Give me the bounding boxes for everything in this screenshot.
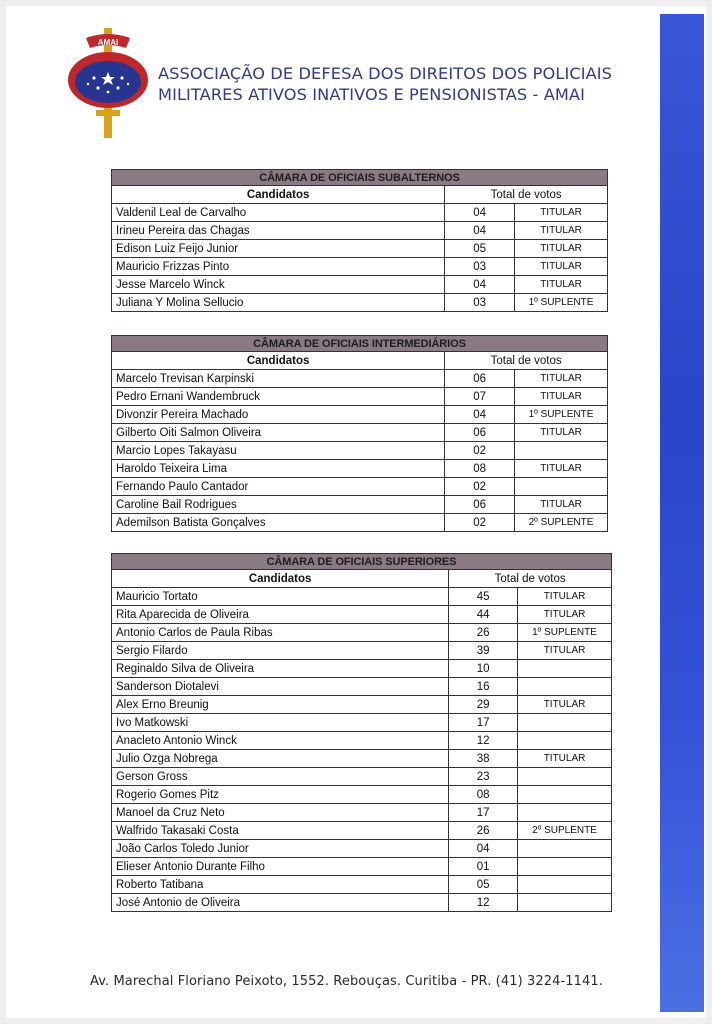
candidate-status: 1º SUPLENTE: [515, 406, 608, 424]
candidate-status: TITULAR: [515, 496, 608, 514]
table-band-row: [112, 554, 612, 570]
table-row: [112, 732, 612, 750]
candidate-name: Ademilson Batista Gonçalves: [112, 514, 445, 532]
vote-count: 26: [449, 624, 518, 642]
candidate-status: [518, 660, 612, 678]
candidate-status: [518, 840, 612, 858]
candidate-status: TITULAR: [515, 370, 608, 388]
candidate-name: Gilberto Oiti Salmon Oliveira: [112, 424, 445, 442]
table-superiores: [111, 553, 612, 912]
vote-count: 38: [449, 750, 518, 768]
table-row: [112, 204, 608, 222]
vote-count: 02: [445, 442, 515, 460]
candidate-status: TITULAR: [515, 204, 608, 222]
table-title: CÂMARA DE OFICIAIS INTERMEDIÁRIOS: [112, 336, 608, 352]
table-row: [112, 240, 608, 258]
table-row: [112, 388, 608, 406]
table-subalternos: [111, 169, 608, 312]
vote-count: 06: [445, 496, 515, 514]
vote-count: 39: [449, 642, 518, 660]
candidate-status: TITULAR: [518, 606, 612, 624]
candidate-status: TITULAR: [518, 696, 612, 714]
vote-count: 01: [449, 858, 518, 876]
candidate-name: Haroldo Teixeira Lima: [112, 460, 445, 478]
candidate-name: Divonzir Pereira Machado: [112, 406, 445, 424]
candidate-name: Mauricio Frizzas Pinto: [112, 258, 445, 276]
table-row: [112, 804, 612, 822]
vote-count: 44: [449, 606, 518, 624]
candidate-status: 2º SUPLENTE: [515, 514, 608, 532]
candidate-name: Rogerio Gomes Pitz: [112, 786, 449, 804]
column-header-votes: Total de votos: [445, 186, 608, 204]
vote-count: 08: [445, 460, 515, 478]
candidate-name: Manoel da Cruz Neto: [112, 804, 449, 822]
table-row: [112, 606, 612, 624]
table-band-row: [112, 170, 608, 186]
candidate-name: João Carlos Toledo Junior: [112, 840, 449, 858]
table-row: [112, 588, 612, 606]
candidate-status: TITULAR: [515, 276, 608, 294]
vote-count: 04: [445, 222, 515, 240]
vote-count: 26: [449, 822, 518, 840]
candidate-name: Antonio Carlos de Paula Ribas: [112, 624, 449, 642]
vote-count: 04: [445, 204, 515, 222]
table-header-row: [112, 570, 612, 588]
column-header-votes: Total de votos: [445, 352, 608, 370]
vote-count: 29: [449, 696, 518, 714]
candidate-status: [515, 442, 608, 460]
candidate-status: TITULAR: [515, 424, 608, 442]
candidate-name: Marcelo Trevisan Karpinski: [112, 370, 445, 388]
candidate-name: Juliana Y Molina Sellucio: [112, 294, 445, 312]
side-color-bar: [660, 14, 704, 1012]
vote-count: 12: [449, 894, 518, 912]
table-row: [112, 768, 612, 786]
table-row: [112, 276, 608, 294]
vote-count: 05: [445, 240, 515, 258]
candidate-name: Marcio Lopes Takayasu: [112, 442, 445, 460]
table-row: [112, 786, 612, 804]
candidate-name: Alex Erno Breunig: [112, 696, 449, 714]
column-header-votes: Total de votos: [449, 570, 612, 588]
vote-count: 07: [445, 388, 515, 406]
candidate-status: 1º SUPLENTE: [515, 294, 608, 312]
table-row: [112, 442, 608, 460]
amai-emblem-icon: [66, 26, 150, 140]
vote-count: 23: [449, 768, 518, 786]
candidate-status: TITULAR: [518, 642, 612, 660]
organization-title: [158, 63, 638, 105]
vote-count: 04: [445, 276, 515, 294]
column-header-candidates: Candidatos: [112, 186, 445, 204]
candidate-name: Anacleto Antonio Winck: [112, 732, 449, 750]
table-row: [112, 370, 608, 388]
candidate-status: [518, 804, 612, 822]
candidate-status: [518, 894, 612, 912]
table-row: [112, 678, 612, 696]
vote-count: 06: [445, 370, 515, 388]
candidate-name: Irineu Pereira das Chagas: [112, 222, 445, 240]
vote-count: 10: [449, 660, 518, 678]
table-row: [112, 840, 612, 858]
candidate-name: Elieser Antonio Durante Filho: [112, 858, 449, 876]
candidate-status: [518, 732, 612, 750]
table-row: [112, 496, 608, 514]
candidate-status: TITULAR: [515, 460, 608, 478]
table-row: [112, 406, 608, 424]
vote-count: 03: [445, 294, 515, 312]
table-title: CÂMARA DE OFICIAIS SUBALTERNOS: [112, 170, 608, 186]
candidate-name: Julio Ozga Nobrega: [112, 750, 449, 768]
candidate-status: [515, 478, 608, 496]
vote-count: 02: [445, 478, 515, 496]
candidate-name: Rita Aparecida de Oliveira: [112, 606, 449, 624]
vote-count: 17: [449, 714, 518, 732]
candidate-status: TITULAR: [515, 240, 608, 258]
vote-count: 12: [449, 732, 518, 750]
table-row: [112, 876, 612, 894]
table-row: [112, 858, 612, 876]
candidate-status: TITULAR: [515, 388, 608, 406]
vote-count: 05: [449, 876, 518, 894]
footer-address: Av. Marechal Floriano Peixoto, 1552. Rebouças. Curitiba - PR. (41) 3224-1141.: [90, 974, 603, 989]
vote-count: 45: [449, 588, 518, 606]
candidate-name: Ivo Matkowski: [112, 714, 449, 732]
candidate-name: Pedro Ernani Wandembruck: [112, 388, 445, 406]
table-band-row: [112, 336, 608, 352]
candidate-status: [518, 858, 612, 876]
candidate-name: Mauricio Tortato: [112, 588, 449, 606]
vote-count: 08: [449, 786, 518, 804]
table-row: [112, 714, 612, 732]
table-row: [112, 514, 608, 532]
vote-count: 06: [445, 424, 515, 442]
column-header-candidates: Candidatos: [112, 352, 445, 370]
table-row: [112, 624, 612, 642]
candidate-name: Valdenil Leal de Carvalho: [112, 204, 445, 222]
table-row: [112, 642, 612, 660]
table-intermediarios: [111, 335, 608, 532]
candidate-status: 1º SUPLENTE: [518, 624, 612, 642]
candidate-name: Reginaldo Silva de Oliveira: [112, 660, 449, 678]
candidate-name: Sergio Filardo: [112, 642, 449, 660]
vote-count: 02: [445, 514, 515, 532]
candidate-name: Jesse Marcelo Winck: [112, 276, 445, 294]
candidate-name: José Antonio de Oliveira: [112, 894, 449, 912]
table-row: [112, 294, 608, 312]
candidate-status: TITULAR: [515, 222, 608, 240]
candidate-name: Roberto Tatibana: [112, 876, 449, 894]
candidate-name: Walfrido Takasaki Costa: [112, 822, 449, 840]
table-row: [112, 222, 608, 240]
vote-count: 03: [445, 258, 515, 276]
table-row: [112, 750, 612, 768]
organization-title-line-2: MILITARES ATIVOS INATIVOS E PENSIONISTAS - AMAI: [158, 85, 585, 104]
table-row: [112, 660, 612, 678]
logo-text: AMAI: [97, 38, 119, 47]
candidate-status: [518, 714, 612, 732]
table-row: [112, 258, 608, 276]
candidate-name: Caroline Bail Rodrigues: [112, 496, 445, 514]
table-header-row: [112, 186, 608, 204]
organization-title-line-1: ASSOCIAÇÃO DE DEFESA DOS DIREITOS DOS POLICIAIS: [158, 64, 613, 83]
vote-count: 16: [449, 678, 518, 696]
candidate-name: Sanderson Diotalevi: [112, 678, 449, 696]
candidate-name: Edison Luiz Feijo Junior: [112, 240, 445, 258]
candidate-status: [518, 768, 612, 786]
table-row: [112, 894, 612, 912]
table-header-row: [112, 352, 608, 370]
table-row: [112, 460, 608, 478]
candidate-name: Fernando Paulo Cantador: [112, 478, 445, 496]
candidate-status: [518, 678, 612, 696]
table-row: [112, 696, 612, 714]
candidate-status: TITULAR: [518, 588, 612, 606]
column-header-candidates: Candidatos: [112, 570, 449, 588]
candidate-status: 2º SUPLENTE: [518, 822, 612, 840]
vote-count: 17: [449, 804, 518, 822]
vote-count: 04: [449, 840, 518, 858]
table-row: [112, 478, 608, 496]
table-title: CÂMARA DE OFICIAIS SUPERIORES: [112, 554, 612, 570]
candidate-status: [518, 786, 612, 804]
candidate-status: TITULAR: [515, 258, 608, 276]
vote-count: 04: [445, 406, 515, 424]
table-row: [112, 822, 612, 840]
candidate-status: TITULAR: [518, 750, 612, 768]
table-row: [112, 424, 608, 442]
candidate-status: [518, 876, 612, 894]
candidate-name: Gerson Gross: [112, 768, 449, 786]
